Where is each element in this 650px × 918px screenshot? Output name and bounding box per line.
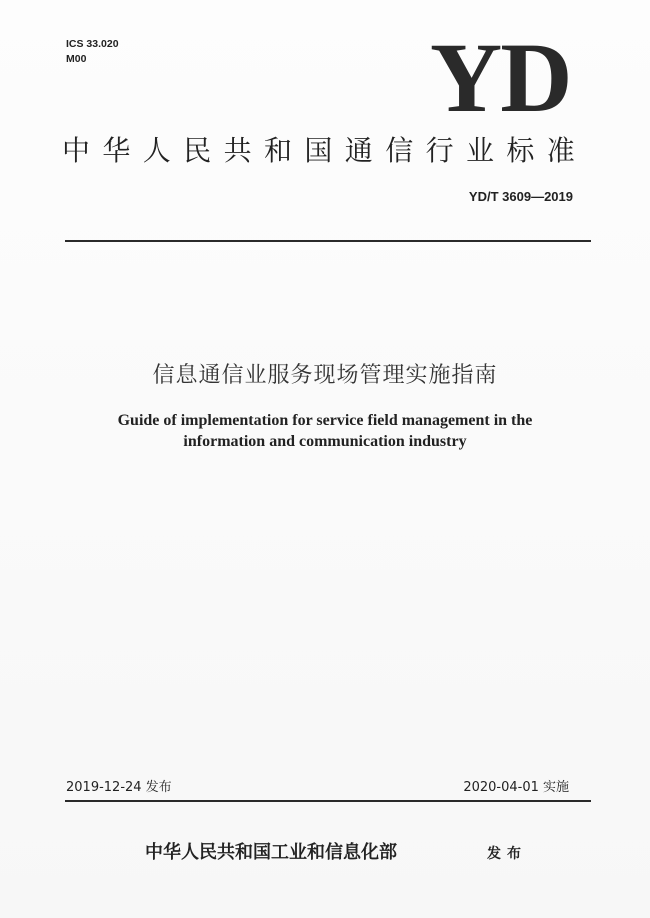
classification-codes: [66, 37, 119, 67]
ics-code: ICS 33.020: [66, 38, 119, 50]
english-title-line-2: information and communication industry: [183, 433, 467, 450]
top-divider: [65, 240, 591, 242]
bottom-divider: [65, 800, 591, 802]
implementation-date: 2020-04-01 实施: [463, 780, 569, 795]
publisher-action: 发布: [487, 846, 527, 862]
publisher-name: 中华人民共和国工业和信息化部: [145, 842, 397, 863]
category-code: M00: [66, 53, 87, 65]
english-title-line-1: Guide of implementation for service field management in the: [117, 412, 533, 429]
document-title-english: [0, 410, 650, 452]
document-title-chinese: 信息通信业服务现场管理实施指南: [152, 363, 498, 388]
standard-type-heading: 中华人民共和国通信行业标准: [62, 134, 588, 167]
issue-date: 2019-12-24 发布: [66, 780, 172, 795]
standard-number: YD/T 3609—2019: [468, 189, 573, 204]
yd-logo: YD: [430, 22, 571, 133]
